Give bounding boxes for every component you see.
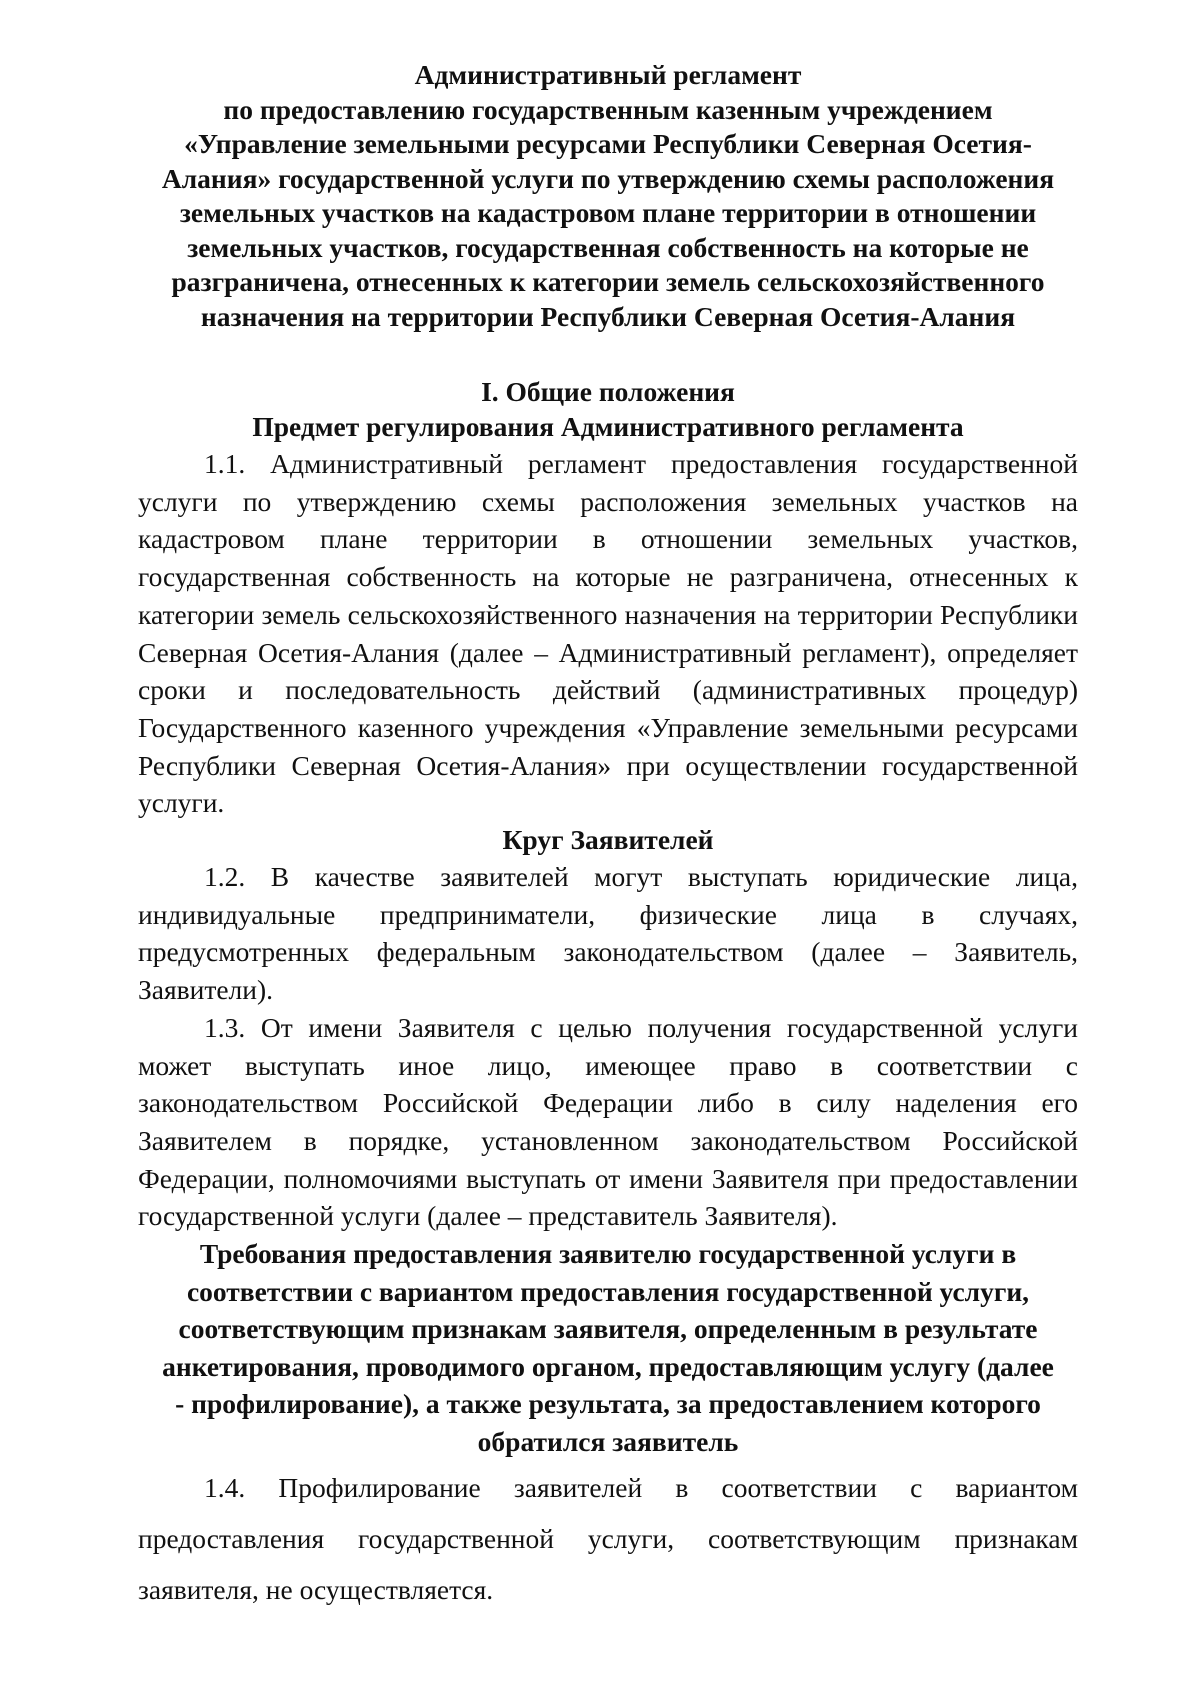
subsection-heading-subject: Предмет регулирования Административного регламента xyxy=(252,411,964,442)
paragraph-1-3: 1.3. От имени Заявителя с целью получения государственной услуги может выступать иное лицо, имеющее право в соответствии с законодательством Российской Федерации либо в силу наделения его Заявителем в порядке, установленном законодательством Российской Федерации, полномочиями выступать от имени Заявителя при предоставлении государственной услуги (далее – представитель Заявителя). xyxy=(138,1011,1078,1232)
document-title xyxy=(138,58,1078,334)
title-line: назначения на территории Республики Северная Осетия-Алания xyxy=(200,300,1016,332)
paragraph-1-1: 1.1. Административный регламент предоставления государственной услуги по утверждению схемы расположения земельных участков на кадастровом плане территории в отношении земельных участков, государственная собственность на которые не разграничена, отнесенных к категории земель сельскохозяйственного назначения на территории Республики Северная Осетия-Алания (далее – Административный регламент), определяет сроки и последовательность действий (административных процедур) Государственного казенного учреждения «Управление земельными ресурсами Республики Северная Осетия-Алания» при осуществлении государственной услуги. xyxy=(138,448,1078,819)
requirements-heading-line: соответствующим признакам заявителя, определенным в результате xyxy=(178,1313,1038,1345)
title-line: земельных участков на кадастровом плане территории в отношении xyxy=(179,197,1037,228)
requirements-heading-line: Требования предоставления заявителю государственной услуги в xyxy=(199,1238,1017,1270)
requirements-heading-line: соответствии с вариантом предоставления государственной услуги, xyxy=(186,1275,1030,1307)
title-line: «Управление земельными ресурсами Республики Северная Осетия- xyxy=(184,128,1032,159)
paragraph-1-4: 1.4. Профилирование заявителей в соответствии с вариантом предоставления государственной услуги, соответствующим признакам заявителя, не осуществляется. xyxy=(138,1472,1078,1606)
requirements-heading-line: - профилирование), а также результата, за предоставлением которого xyxy=(175,1388,1041,1420)
subsection-heading-applicants: Круг Заявителей xyxy=(502,824,714,856)
document-page xyxy=(138,58,1078,1615)
title-line: Алания» государственной услуги по утверждению схемы расположения xyxy=(161,162,1055,194)
subsection-heading-requirements xyxy=(138,1235,1078,1460)
paragraph-1-2: 1.2. В качестве заявителей могут выступать юридические лица, индивидуальные предприниматели, физические лица в случаях, предусмотренных федеральным законодательством (далее – Заявитель, Заявители). xyxy=(138,861,1078,1006)
section-heading: I. Общие положения xyxy=(481,376,735,407)
requirements-heading-line: обратился заявитель xyxy=(477,1425,739,1457)
title-line: земельных участков, государственная собственность на которые не xyxy=(187,231,1029,263)
title-line: по предоставлению государственным казенным учреждением xyxy=(223,93,993,125)
requirements-heading-line: анкетирования, проводимого органом, предоставляющим услугу (далее xyxy=(162,1350,1054,1382)
title-line: разграничена, отнесенных к категории земель сельскохозяйственного xyxy=(171,266,1045,297)
title-line: Административный регламент xyxy=(414,59,802,90)
